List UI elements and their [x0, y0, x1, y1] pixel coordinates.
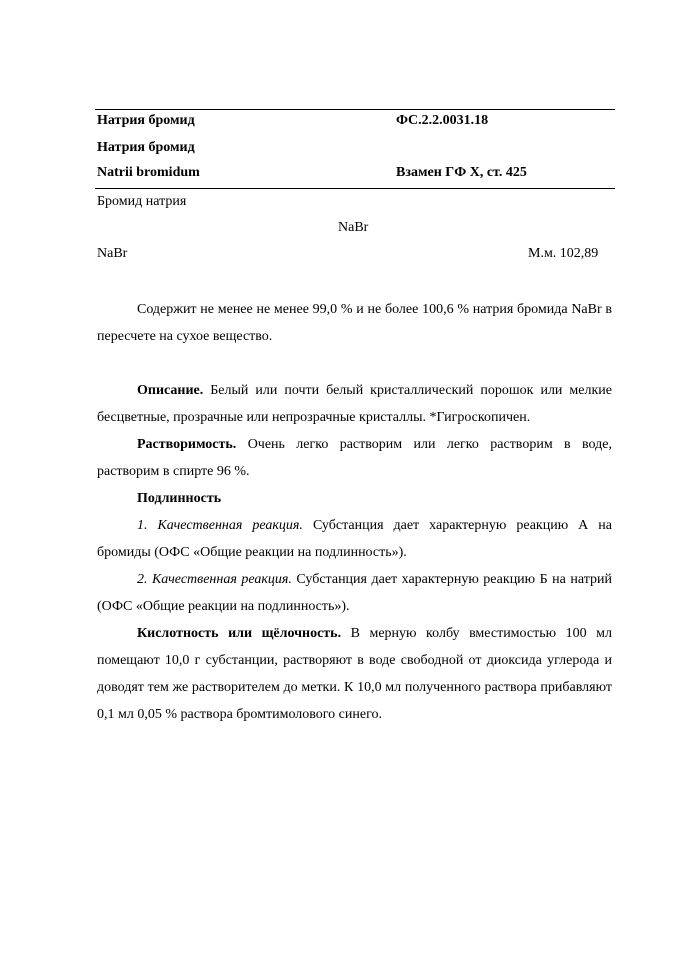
- synonym: Бромид натрия: [97, 194, 187, 209]
- solubility-label: Растворимость.: [137, 437, 237, 452]
- title-latin: Natrii bromidum: [97, 165, 200, 180]
- solubility-text: Очень легко растворим или легко растворим в воде, растворим в спирте 96 %.: [97, 437, 612, 479]
- top-rule: [95, 109, 615, 110]
- acidity-paragraph: [97, 620, 612, 728]
- monograph-body: [97, 296, 612, 728]
- structural-formula: NaBr: [338, 220, 369, 235]
- test2-text: Субстанция дает характерную реакцию Б на натрий (ОФС «Общие реакции на подлинность»).: [97, 572, 612, 614]
- title-ru: Натрия бромид: [97, 113, 195, 128]
- test1-text: Субстанция дает характерную реакцию А на бромиды (ОФС «Общие реакции на подлинность»).: [97, 518, 612, 560]
- molar-mass: М.м. 102,89: [528, 246, 599, 261]
- acidity-text: В мерную колбу вместимостью 100 мл помещают 10,0 г субстанции, растворяют в воде свободной от диоксида углерода и доводят тем же растворителем до метки. К 10,0 мл полученного раствора прибавляют 0,1 мл 0,05 % раствора бромтимолового синего.: [97, 626, 612, 722]
- description-label: Описание.: [137, 383, 204, 398]
- identity-heading: Подлинность: [137, 491, 222, 506]
- solubility-paragraph: [97, 431, 612, 485]
- assay-paragraph: Содержит не менее не менее 99,0 % и не более 100,6 % натрия бромида NaBr в пересчете на сухое вещество.: [97, 302, 612, 344]
- description-paragraph: [97, 377, 612, 431]
- acidity-label: Кислотность или щёлочность.: [137, 626, 342, 641]
- test1-label: 1. Качественная реакция.: [137, 518, 303, 533]
- replaces-note: Взамен ГФ Х, ст. 425: [396, 165, 527, 180]
- title-ru-2: Натрия бромид: [97, 140, 195, 155]
- test1-paragraph: [97, 512, 612, 566]
- empirical-formula: NaBr: [97, 246, 128, 261]
- description-text: Белый или почти белый кристаллический порошок или мелкие бесцветные, прозрачные или непрозрачные кристаллы. *Гигроскопичен.: [97, 383, 612, 425]
- header-rule: [95, 188, 615, 189]
- test2-label: 2. Качественная реакция.: [137, 572, 292, 587]
- test2-paragraph: [97, 566, 612, 620]
- fs-number: ФС.2.2.0031.18: [396, 113, 489, 128]
